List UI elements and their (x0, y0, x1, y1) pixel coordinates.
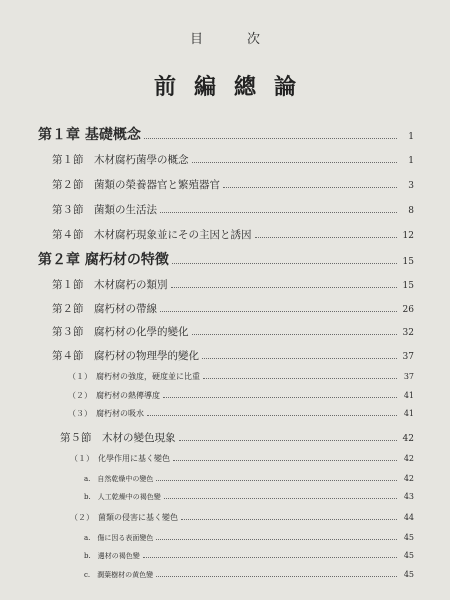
toc-page-number: 45 (403, 570, 414, 579)
toc-page-number: 44 (403, 513, 414, 522)
toc-label: 第２章 腐朽材の特徴 (38, 252, 169, 268)
leader-dots (255, 237, 398, 238)
leader-dots (202, 358, 397, 359)
toc-page-number: 12 (402, 231, 414, 241)
toc-label: 第５節 木材の變色現象 (60, 432, 176, 444)
toc-entry-item[interactable] (84, 570, 414, 580)
toc-entry-section[interactable] (52, 301, 414, 316)
toc-page-number: 37 (403, 372, 414, 381)
leader-dots (160, 212, 397, 213)
toc-label: b. 邊材の褐色變 (84, 552, 140, 560)
toc-entry-item[interactable] (84, 551, 414, 561)
toc-page-number: 32 (402, 328, 414, 338)
toc-entry-section[interactable] (52, 227, 414, 242)
leader-dots (172, 263, 397, 264)
toc-label: 第３節 菌類の生活法 (52, 204, 157, 216)
leader-dots (192, 334, 398, 335)
toc-label: a. 自然乾燥中の變色 (84, 475, 154, 483)
toc-page-number: 42 (403, 454, 414, 463)
toc-entry-subsection[interactable] (70, 512, 414, 523)
toc-entry-section[interactable] (52, 152, 414, 167)
leader-dots (156, 539, 397, 540)
toc-label: c. 濶葉樹材の黄色變 (84, 571, 154, 579)
toc-page-number: 26 (402, 305, 414, 315)
leader-dots (156, 576, 397, 577)
leader-dots (192, 162, 398, 163)
toc-entry-subsection[interactable] (70, 453, 414, 464)
toc-label: （２） 腐朽材の熱傳導度 (68, 391, 160, 400)
leader-dots (156, 480, 397, 481)
toc-label: （１） 腐朽材の強度，硬度並に比重 (68, 372, 200, 381)
leader-dots (163, 397, 397, 398)
leader-dots (179, 440, 398, 441)
toc-label: 第４節 腐朽材の物理學的變化 (52, 350, 199, 362)
leader-dots (147, 415, 397, 416)
toc-label: 第４節 木材腐朽現象並にその主因と誘因 (52, 229, 252, 241)
toc-entry-item[interactable] (84, 492, 414, 502)
toc-page-number: 8 (408, 206, 414, 216)
leader-dots (160, 311, 397, 312)
toc-label: 第１節 木材腐朽の類別 (52, 279, 168, 291)
toc-label: （３） 腐朽材の吸水 (68, 409, 144, 418)
toc-page-number: 1 (408, 132, 414, 142)
toc-entry-subsection[interactable] (68, 390, 414, 401)
toc-page-number: 37 (402, 352, 414, 362)
toc-page-number: 41 (403, 391, 414, 400)
page-header-title: 目次 (189, 32, 304, 47)
toc-page-number: 15 (402, 257, 414, 267)
toc-entry-item[interactable] (84, 474, 414, 484)
toc-entry-item[interactable] (84, 533, 414, 543)
leader-dots (203, 378, 397, 379)
toc-entry-section[interactable] (52, 277, 414, 292)
toc-entry-section[interactable] (52, 177, 414, 192)
toc-entry-section[interactable] (60, 430, 414, 445)
toc-entry-section[interactable] (52, 324, 414, 339)
toc-entry-chapter-2[interactable] (38, 249, 414, 269)
leader-dots (171, 287, 398, 288)
toc-label: 第１章 基礎概念 (38, 127, 141, 143)
leader-dots (181, 519, 397, 520)
toc-label: （２） 菌類の侵害に基く變色 (70, 513, 178, 522)
toc-page-number: 45 (403, 551, 414, 560)
toc-entry-section[interactable] (52, 202, 414, 217)
toc-label: 第１節 木材腐朽菌學の概念 (52, 154, 189, 166)
toc-label: a. 傷に因る表面變色 (84, 534, 154, 542)
toc-entry-subsection[interactable] (68, 408, 414, 419)
leader-dots (143, 557, 397, 558)
toc-page-number: 41 (403, 409, 414, 418)
leader-dots (223, 187, 397, 188)
leader-dots (173, 460, 397, 461)
leader-dots (144, 138, 397, 139)
leader-dots (164, 498, 397, 499)
toc-page-number: 42 (403, 474, 414, 483)
toc-label: 第２節 菌類の榮養器官と繁殖器官 (52, 179, 220, 191)
toc-label: 第３節 腐朽材の化學的變化 (52, 326, 189, 338)
part-title: 前編總論 (153, 74, 314, 100)
toc-label: （１） 化學作用に基く變色 (70, 454, 170, 463)
toc-label: 第２節 腐朽材の帶線 (52, 303, 157, 315)
toc-entry-section[interactable] (52, 348, 414, 363)
toc-page-number: 15 (402, 281, 414, 291)
toc-entry-chapter-1[interactable] (38, 124, 414, 144)
toc-entry-subsection[interactable] (68, 371, 414, 382)
toc-page-number: 1 (408, 156, 414, 166)
toc-page-number: 42 (402, 434, 414, 444)
toc-page-number: 45 (403, 533, 414, 542)
toc-label: b. 人工乾燥中の褐色變 (84, 493, 161, 501)
toc-page-number: 43 (403, 492, 414, 501)
toc-page-number: 3 (408, 181, 414, 191)
